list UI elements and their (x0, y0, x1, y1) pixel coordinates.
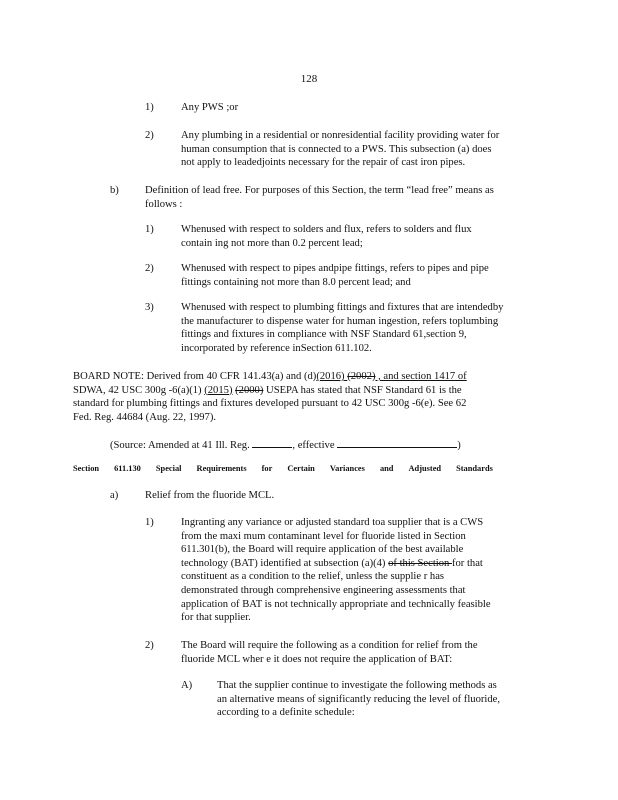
section-heading-word: for (261, 464, 273, 473)
item-1-number: 1) (145, 102, 154, 113)
board-note-line: standard for plumbing fittings and fixtures developed pursuant to 42 USC 300g -6(e). See 62 (73, 398, 467, 410)
item-b2-line: Whenused with respect to pipes andpipe fittings, refers to pipes and pipe (181, 263, 489, 274)
item-a2A-line: an alternative means of significantly reducing the level of fluoride, (217, 693, 500, 705)
item-b1-number: 1) (145, 224, 154, 235)
item-2-line: not apply to leadedjoints necessary for the repair of cast iron pipes. (181, 157, 466, 169)
item-a1-line: from the maxi mum contaminant level for fluoride listed in Section (181, 530, 466, 542)
item-2-number: 2) (145, 130, 154, 141)
item-1-text: Any PWS ;or (181, 102, 239, 113)
section-heading-word: Certain (287, 464, 315, 473)
item-b2-text (181, 262, 541, 289)
item-a1-text (181, 516, 551, 625)
board-note-text: BOARD NOTE: Derived from 40 CFR 141.43(a) and (d) (73, 371, 317, 382)
item-b1-text (181, 223, 541, 250)
board-note (73, 370, 543, 424)
board-note-line: Fed. Reg. 44684 (Aug. 22, 1997). (73, 411, 217, 423)
source-date-blank (337, 437, 457, 448)
deleted-text: (2002) (347, 371, 376, 382)
item-a2-number: 2) (145, 640, 154, 651)
page-number: 128 (300, 73, 318, 85)
inserted-text: , and section 1417 of (375, 371, 467, 382)
section-heading-word: Requirements (196, 464, 247, 473)
subsection-a-label: a) (110, 490, 119, 501)
source-prefix: (Source: Amended at 41 Ill. Reg. (110, 440, 250, 451)
deleted-text: of this Section (388, 557, 452, 569)
inserted-text: (2016) (316, 371, 345, 382)
item-2-text (181, 129, 541, 170)
item-a2A-line: That the supplier continue to investigate the following methods as (217, 680, 497, 691)
item-b2-line: fittings containing not more than 8.0 percent lead; and (181, 276, 411, 288)
item-2-line: human consumption that is connected to a PWS. This subsection (a) does (181, 143, 492, 155)
board-note-line (73, 370, 543, 384)
section-heading-word: Section (73, 464, 100, 473)
item-b1-line: Whenused with respect to solders and flux, refers to solders and flux (181, 224, 472, 235)
board-note-text: USEPA has stated that NSF Standard 61 is the (263, 384, 462, 396)
item-a1-line: Ingranting any variance or adjusted standard toa supplier that is a CWS (181, 517, 484, 528)
item-a1-line: demonstrated through comprehensive engineering assessments that (181, 584, 466, 596)
section-heading-word: Special (155, 464, 182, 473)
item-a1-line: for that supplier. (181, 612, 251, 624)
subsection-b-line: follows : (145, 198, 183, 210)
item-a1-line (181, 557, 551, 571)
deleted-text: (2000) (235, 384, 264, 396)
subsection-b-line: Definition of lead free. For purposes of this Section, the term “lead free” means as (145, 185, 494, 196)
item-b1-line: contain ing not more than 0.2 percent lead; (181, 237, 363, 249)
item-a2A-text (217, 679, 547, 720)
subsection-a-text: Relief from the fluoride MCL. (145, 490, 275, 501)
source-volume-blank (252, 437, 292, 448)
section-heading-word: 611.130 (114, 464, 141, 473)
item-a2A-number: A) (181, 680, 193, 691)
item-a1-line: application of BAT is not technically appropriate and technically feasible (181, 598, 491, 610)
item-2-line: Any plumbing in a residential or nonresidential facility providing water for (181, 130, 500, 141)
source-effective: , effective (292, 440, 335, 451)
item-a1-text-part: for that (451, 557, 483, 569)
board-note-text: SDWA, 42 USC 300g -6(a)(1) (73, 384, 205, 396)
subsection-b-text (145, 184, 545, 211)
source-line (110, 437, 461, 453)
item-b2-number: 2) (145, 263, 154, 274)
item-a2A-line: according to a definite schedule: (217, 707, 355, 719)
section-heading (73, 462, 493, 476)
section-heading-word: Standards (456, 464, 493, 473)
section-heading-word: Variances (329, 464, 365, 473)
item-b3-line: fittings and fixtures in compliance with NSF Standard 61,section 9, (181, 329, 467, 341)
item-b3-text (181, 301, 551, 355)
section-heading-word: Adjusted (408, 464, 442, 473)
source-suffix: ) (457, 440, 461, 451)
inserted-text: (2015) (204, 384, 233, 396)
item-b3-line: the manufacturer to dispense water for human ingestion, refers toplumbing (181, 315, 499, 327)
item-a2-text (181, 639, 551, 666)
item-b3-line: incorporated by reference inSection 611.102. (181, 342, 372, 354)
item-a2-line: The Board will require the following as a condition for relief from the (181, 640, 478, 651)
item-b3-number: 3) (145, 302, 154, 313)
subsection-b-label: b) (110, 185, 119, 196)
item-a1-text-part: technology (BAT) identified at subsection (a)(4) (181, 557, 389, 569)
item-a1-line: constituent as a condition to the relief, unless the supplie r has (181, 571, 445, 583)
item-a1-number: 1) (145, 517, 154, 528)
board-note-line (73, 384, 543, 398)
section-heading-word: and (379, 464, 394, 473)
item-a1-line: 611.301(b), the Board will require application of the best available (181, 544, 464, 556)
item-b3-line: Whenused with respect to plumbing fittings and fixtures that are intendedby (181, 302, 504, 313)
item-a2-line: fluoride MCL wher e it does not require the application of BAT: (181, 653, 453, 665)
